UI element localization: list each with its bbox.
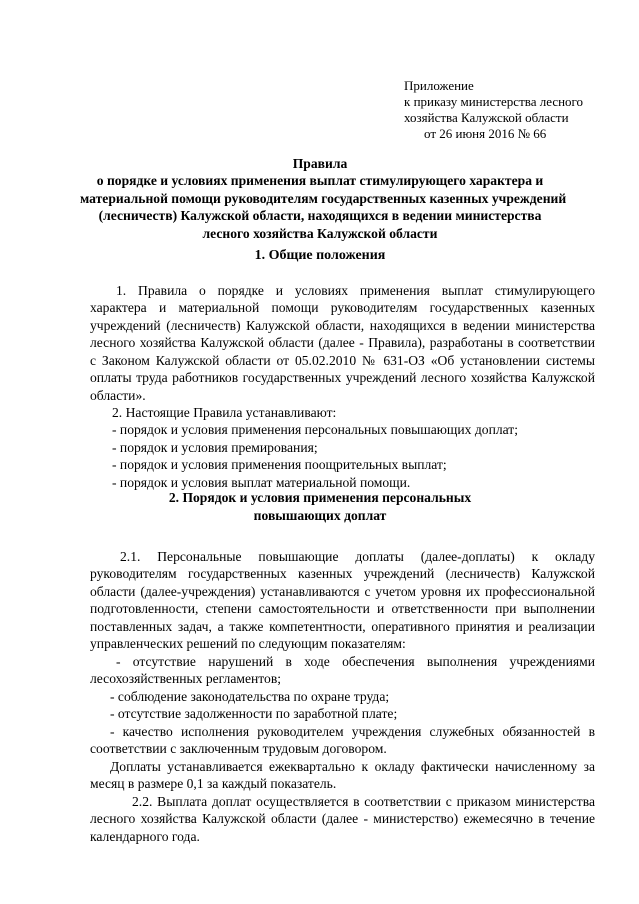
heading-line: повышающих доплат — [253, 507, 387, 523]
paragraph-line: области (далее-учреждения) устанавливаются с учетом уровня их профессиональной — [90, 583, 595, 599]
appendix-header — [404, 78, 634, 142]
section-1-paragraph-1 — [90, 282, 595, 404]
paragraph-line: лесного хозяйства Калужской области (далее - Правила), разработаны в соответствии — [90, 335, 595, 351]
appendix-line: к приказу министерства лесного — [404, 94, 584, 109]
section-2-criteria — [90, 653, 595, 758]
section-2-heading — [80, 489, 560, 524]
title-line: (лесничеств) Калужской области, находящихся в ведении министерства — [98, 208, 542, 224]
list-item: лесохозяйственных регламентов; — [90, 671, 282, 687]
section-2-paragraph-1 — [90, 548, 595, 653]
paragraph-line: 2.1. Персональные повышающие доплаты (далее-доплаты) к окладу — [120, 549, 595, 564]
paragraph-line: области». — [90, 387, 146, 403]
list-item: - порядок и условия премирования; — [112, 439, 318, 455]
section-1-list — [90, 404, 595, 491]
paragraph-line: поставленных задач, а также компетентности, оперативного принятия и реализации — [90, 618, 595, 634]
title-line: материальной помощи руководителям государственных казенных учреждений — [80, 190, 567, 206]
paragraph-line: оплаты труда работников государственных учреждений лесного хозяйства Калужской — [90, 370, 595, 386]
list-item: - отсутствие задолженности по заработной плате; — [110, 706, 398, 722]
heading-line: 2. Порядок и условия применения персональных — [168, 490, 472, 505]
paragraph-line: характера и материальной помощи руководителям государственных казенных — [90, 300, 595, 316]
appendix-line: хозяйства Калужской области — [404, 110, 569, 125]
paragraph-line: месяц в размере 0,1 за каждый показатель. — [90, 776, 337, 792]
appendix-line: Приложение — [404, 78, 474, 93]
paragraph-line: 2. Настоящие Правила устанавливают: — [112, 405, 337, 420]
paragraph-line: календарного года. — [90, 828, 200, 844]
paragraph-line: лесного хозяйства Калужской области (далее - министерство) ежемесячно в течение — [90, 811, 595, 827]
paragraph-line: с Законом Калужской области от 05.02.2010 № 631-ОЗ «Об установлении системы — [90, 352, 595, 368]
section-1-heading: 1. Общие положения — [254, 248, 386, 263]
title-line: о порядке и условиях применения выплат стимулирующего характера и — [96, 173, 544, 189]
paragraph-line: 1. Правила о порядке и условиях применения выплат стимулирующего — [116, 283, 595, 298]
list-item: - отсутствие нарушений в ходе обеспечения выполнения учреждениями — [116, 654, 595, 669]
paragraph-line: подготовленности, степени самостоятельности и ответственности при выполнении — [90, 601, 595, 617]
list-item: - качество исполнения руководителем учреждения служебных обязанностей в — [110, 723, 595, 739]
appendix-date-line: от 26 июня 2016 № 66 — [424, 126, 547, 141]
paragraph-line: 2.2. Выплата доплат осуществляется в соответствии с приказом министерства — [132, 794, 595, 809]
list-item: соответствии с заключенным трудовым договором. — [90, 741, 387, 757]
paragraph-line: учреждений (лесничеств) Калужской области, находящихся в ведении министерства — [90, 317, 595, 333]
list-item: - порядок и условия применения персональных повышающих доплат; — [112, 422, 519, 438]
title-line: Правила — [292, 156, 348, 171]
list-item: - порядок и условия применения поощрительных выплат; — [112, 457, 447, 473]
title-line: лесного хозяйства Калужской области — [202, 225, 438, 241]
paragraph-line: управленческих решений по следующим показателям: — [90, 636, 406, 652]
paragraph-line: руководителям государственных казенных учреждений (лесничеств) Калужской — [90, 566, 595, 582]
list-item: - соблюдение законодательства по охране труда; — [110, 688, 390, 704]
document-title — [80, 155, 567, 242]
paragraph-line: Доплаты устанавливается ежеквартально к окладу фактически начисленному за — [110, 759, 595, 774]
section-2-paragraph-2 — [90, 793, 595, 845]
list-item: - порядок и условия выплат материальной помощи. — [112, 474, 411, 490]
section-2-pay-paragraph — [90, 758, 595, 793]
